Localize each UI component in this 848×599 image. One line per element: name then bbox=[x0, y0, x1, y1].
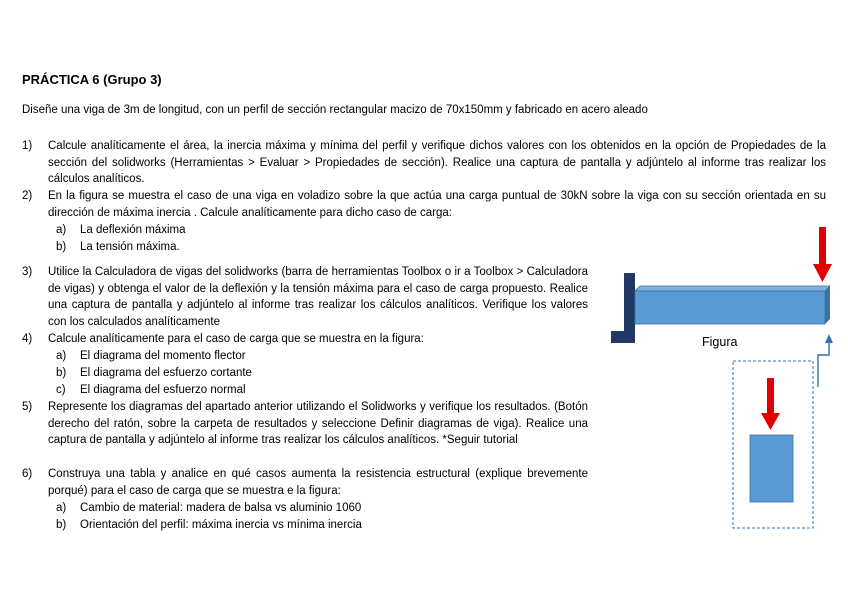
section-load-arrow-head-icon bbox=[761, 413, 780, 430]
section-load-arrow-shaft bbox=[767, 378, 774, 416]
item-number: 5) bbox=[22, 401, 33, 413]
item-text: Represente los diagramas del apartado anterior utilizando el Solidworks y verifique los resultados. (Botón derecho del ratón, sobre la carpeta de resultados y seleccione Definir diagramas de viga). Realice una captura de pantalla y adjúntelo al informe tras realizar los cálculos analíticos. *Seguir tutorial bbox=[48, 401, 588, 446]
item-number: 4) bbox=[22, 333, 33, 345]
item-text: Calcule analíticamente para el caso de carga que se muestra en la figura: bbox=[48, 333, 424, 345]
item-text: En la figura se muestra el caso de una viga en voladizo sobre la que actúa una carga puntual de 30kN sobre la viga con su sección orientada en su dirección de máxima inercia . Calcule analíticamente para dicho caso de carga: bbox=[48, 190, 826, 219]
callout-arrow bbox=[818, 341, 829, 387]
callout-arrow-head-icon bbox=[825, 334, 833, 343]
item-number: 3) bbox=[22, 266, 33, 278]
beam-front-face bbox=[635, 291, 825, 324]
page-title: PRÁCTICA 6 (Grupo 3) bbox=[22, 72, 162, 87]
beam-top-face bbox=[635, 286, 830, 291]
item-text: Calcule analíticamente el área, la inercia máxima y mínima del perfil y verifique dichos valores con los obtenidos en la opción de Propiedades de la sección del solidworks (Herramientas > Evaluar > Propiedades de sección). Realice una captura de pantalla y adjúntelo al informe tras realizar los cálculos analíticos. bbox=[48, 140, 826, 185]
item-number: 2) bbox=[22, 190, 33, 202]
item-number: 1) bbox=[22, 140, 33, 152]
load-arrow-head-icon bbox=[813, 264, 832, 282]
intro-text: Diseñe una viga de 3m de longitud, con un perfil de sección rectangular macizo de 70x150mm y fabricado en acero aleado bbox=[22, 104, 648, 116]
figure-label: Figura bbox=[702, 335, 738, 349]
item-text: Utilice la Calculadora de vigas del solidworks (barra de herramientas Toolbox o ir a Toolbox > Calculadora de vigas) y obtenga el valor de la deflexión y la tensión máxima para el caso de carga propuesto. Realice una captura de pantalla y adjúntelo al informe tras realizar los cálculos analíticos. Verifique los valores con los calculados analíticamente bbox=[48, 266, 588, 328]
item-number: 6) bbox=[22, 468, 33, 480]
item-text: Construya una tabla y analice en qué casos aumenta la resistencia estructural (explique brevemente porqué) para el caso de carga que se muestra e la figura: bbox=[48, 468, 588, 497]
load-arrow-shaft bbox=[819, 227, 826, 265]
cross-section bbox=[750, 435, 793, 502]
wall-foot bbox=[611, 331, 635, 343]
beam-end-face bbox=[825, 286, 830, 324]
